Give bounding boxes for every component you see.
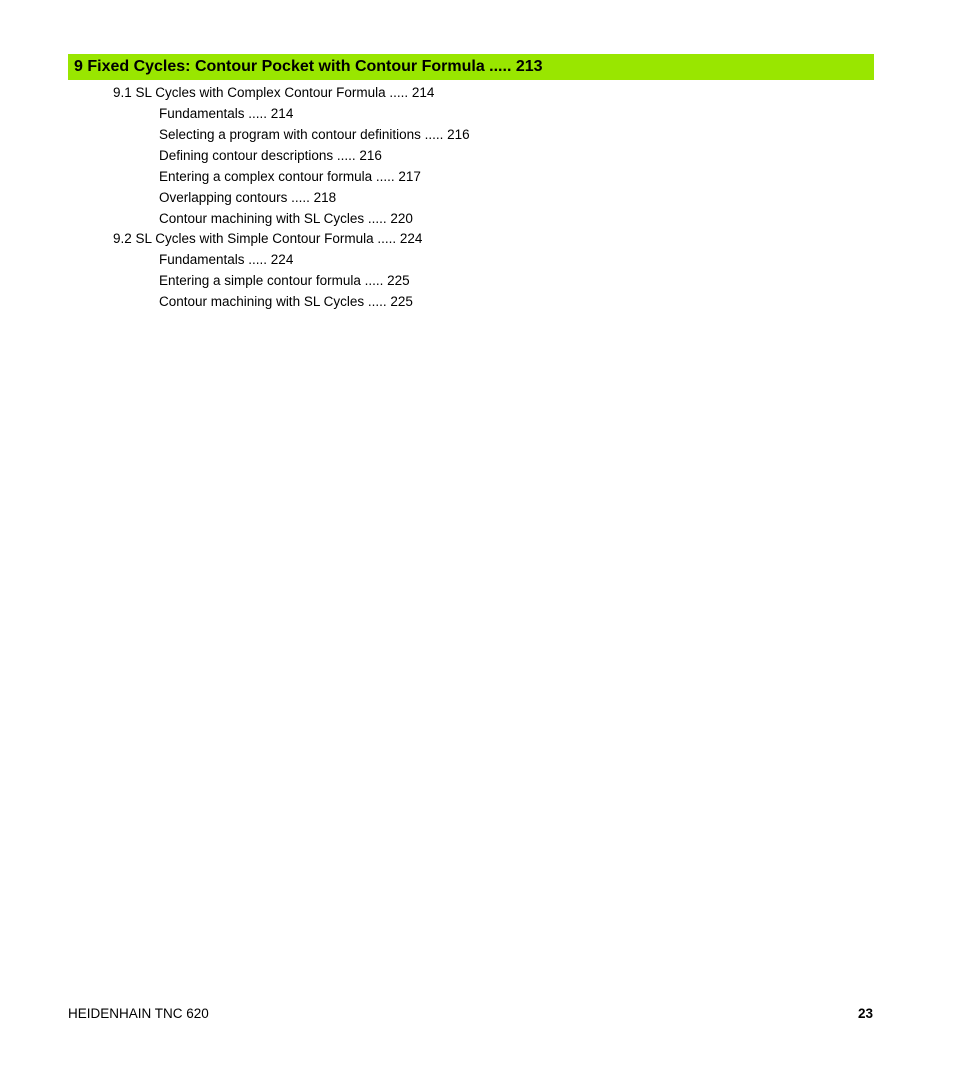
chapter-header	[68, 54, 874, 80]
footer-product-name: HEIDENHAIN TNC 620	[68, 1006, 209, 1021]
toc-subsection-entry[interactable]: Fundamentals ..... 214	[159, 106, 294, 121]
chapter-title[interactable]: 9 Fixed Cycles: Contour Pocket with Contour Formula ..... 213	[74, 58, 543, 75]
toc-subsection-entry[interactable]: Contour machining with SL Cycles ..... 225	[159, 294, 413, 309]
toc-section-entry[interactable]: 9.2 SL Cycles with Simple Contour Formula ..... 224	[113, 231, 423, 246]
toc-subsection-entry[interactable]: Entering a complex contour formula ..... 217	[159, 169, 421, 184]
toc-subsection-entry[interactable]: Overlapping contours ..... 218	[159, 190, 337, 205]
toc-subsection-entry[interactable]: Selecting a program with contour definitions ..... 216	[159, 127, 470, 142]
page-number: 23	[857, 1006, 873, 1021]
toc-subsection-entry[interactable]: Defining contour descriptions ..... 216	[159, 148, 382, 163]
toc-subsection-entry[interactable]: Contour machining with SL Cycles ..... 220	[159, 211, 413, 226]
toc-subsection-entry[interactable]: Fundamentals ..... 224	[159, 252, 294, 267]
toc-subsection-entry[interactable]: Entering a simple contour formula ..... 225	[159, 273, 410, 288]
toc-section-entry[interactable]: 9.1 SL Cycles with Complex Contour Formula ..... 214	[113, 85, 435, 100]
